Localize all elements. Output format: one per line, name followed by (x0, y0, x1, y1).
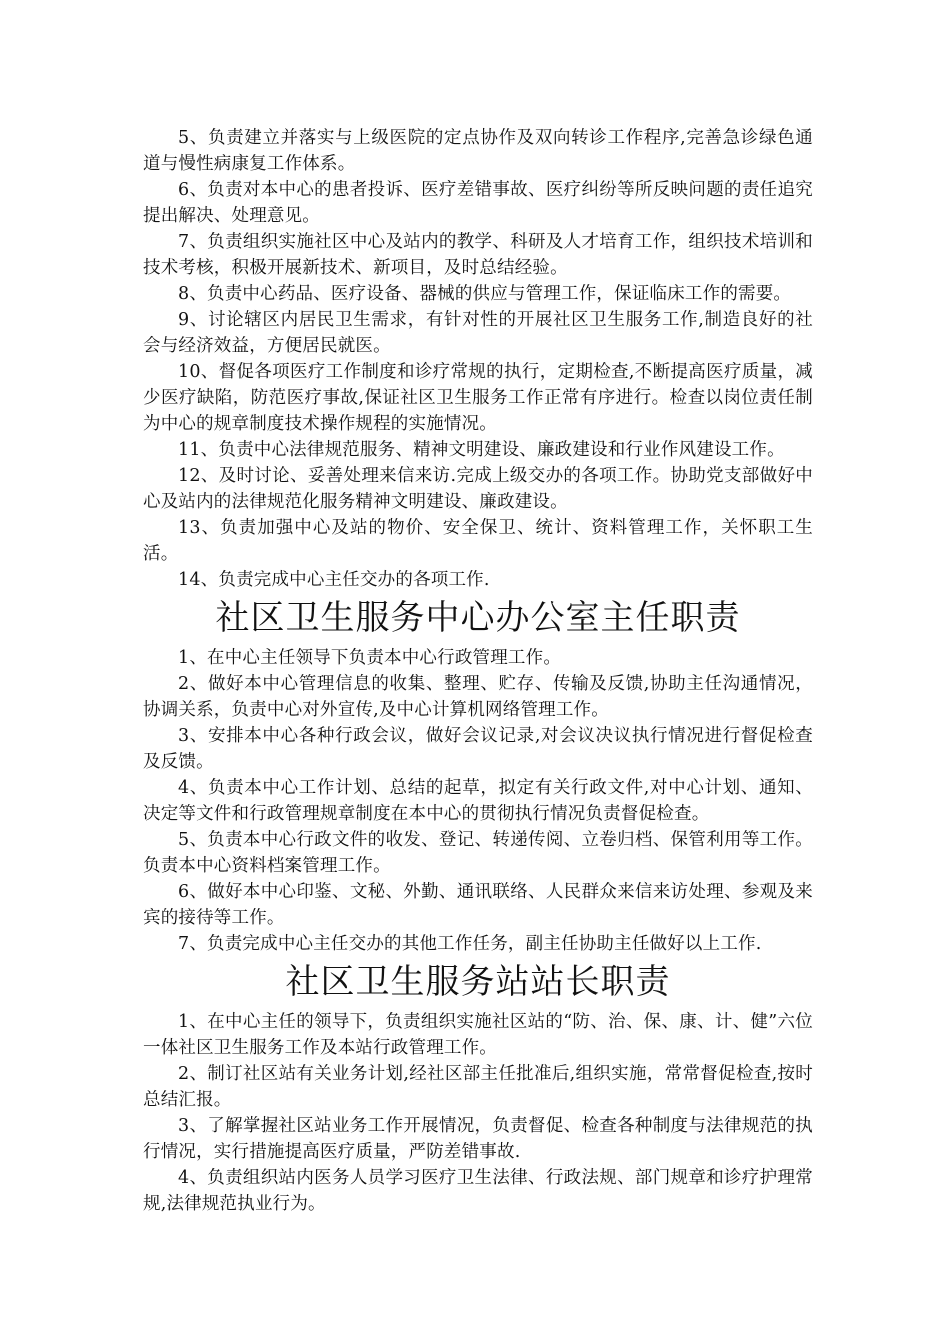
paragraph: 7、负责完成中心主任交办的其他工作任务，副主任协助主任做好以上工作. (178, 934, 762, 954)
paragraph: 4、负责本中心工作计划、总结的起草，拟定有关行政文件,对中心计划、通知、决定等文件和行政管理规章制度在本中心的贯彻执行情况负责督促检查。 (143, 778, 813, 824)
paragraph: 6、做好本中心印鉴、文秘、外勤、通讯联络、人民群众来信来访处理、参观及来宾的接待等工作。 (143, 882, 813, 928)
paragraph: 1、在中心主任领导下负责本中心行政管理工作。 (178, 648, 562, 668)
paragraph: 2、做好本中心管理信息的收集、整理、贮存、传输及反馈,协助主任沟通情况，协调关系，负责中心对外宣传,及中心计算机网络管理工作。 (143, 674, 813, 720)
paragraph: 14、负责完成中心主任交办的各项工作. (178, 570, 490, 590)
section-heading: 社区卫生服务站站长职责 (285, 962, 671, 1002)
office-director-section (143, 595, 813, 957)
director-duties-section (143, 125, 813, 593)
paragraph: 10、督促各项医疗工作制度和诊疗常规的执行，定期检查,不断提高医疗质量，减少医疗缺陷，防范医疗事故,保证社区卫生服务工作正常有序进行。检查以岗位责任制为中心的规章制度技术操作规程的实施情况。 (143, 362, 813, 434)
paragraph: 8、负责中心药品、医疗设备、器械的供应与管理工作，保证临床工作的需要。 (178, 284, 792, 304)
paragraph: 13、负责加强中心及站的物价、安全保卫、统计、资料管理工作，关怀职工生活。 (143, 518, 813, 564)
paragraph: 1、在中心主任的领导下，负责组织实施社区站的“防、治、保、康、计、健”六位一体社区卫生服务工作及本站行政管理工作。 (143, 1012, 813, 1058)
section-heading: 社区卫生服务中心办公室主任职责 (215, 598, 741, 638)
paragraph: 6、负责对本中心的患者投诉、医疗差错事故、医疗纠纷等所反映问题的责任追究提出解决、处理意见。 (143, 180, 813, 226)
paragraph: 3、了解掌握社区站业务工作开展情况，负责督促、检查各种制度与法律规范的执行情况，实行措施提高医疗质量，严防差错事故. (143, 1116, 813, 1162)
document-body (143, 125, 813, 1217)
paragraph: 12、及时讨论、妥善处理来信来访.完成上级交办的各项工作。协助党支部做好中心及站内的法律规范化服务精神文明建设、廉政建设。 (143, 466, 813, 512)
paragraph: 11、负责中心法律规范服务、精神文明建设、廉政建设和行业作风建设工作。 (178, 440, 785, 460)
paragraph: 5、负责本中心行政文件的收发、登记、转递传阅、立卷归档、保管利用等工作。负责本中心资料档案管理工作。 (143, 830, 813, 876)
paragraph: 2、制订社区站有关业务计划,经社区部主任批准后,组织实施，常常督促检查,按时总结汇报。 (143, 1064, 813, 1110)
paragraph: 4、负责组织站内医务人员学习医疗卫生法律、行政法规、部门规章和诊疗护理常规,法律规范执业行为。 (143, 1168, 813, 1214)
paragraph: 5、负责建立并落实与上级医院的定点协作及双向转诊工作程序,完善急诊绿色通道与慢性病康复工作体系。 (143, 128, 813, 174)
paragraph: 7、负责组织实施社区中心及站内的教学、科研及人才培育工作，组织技术培训和技术考核，积极开展新技术、新项目，及时总结经验。 (143, 232, 813, 278)
station-head-section (143, 959, 813, 1217)
paragraph: 3、安排本中心各种行政会议，做好会议记录,对会议决议执行情况进行督促检查及反馈。 (143, 726, 813, 772)
paragraph: 9、讨论辖区内居民卫生需求，有针对性的开展社区卫生服务工作,制造良好的社会与经济效益，方便居民就医。 (143, 310, 813, 356)
